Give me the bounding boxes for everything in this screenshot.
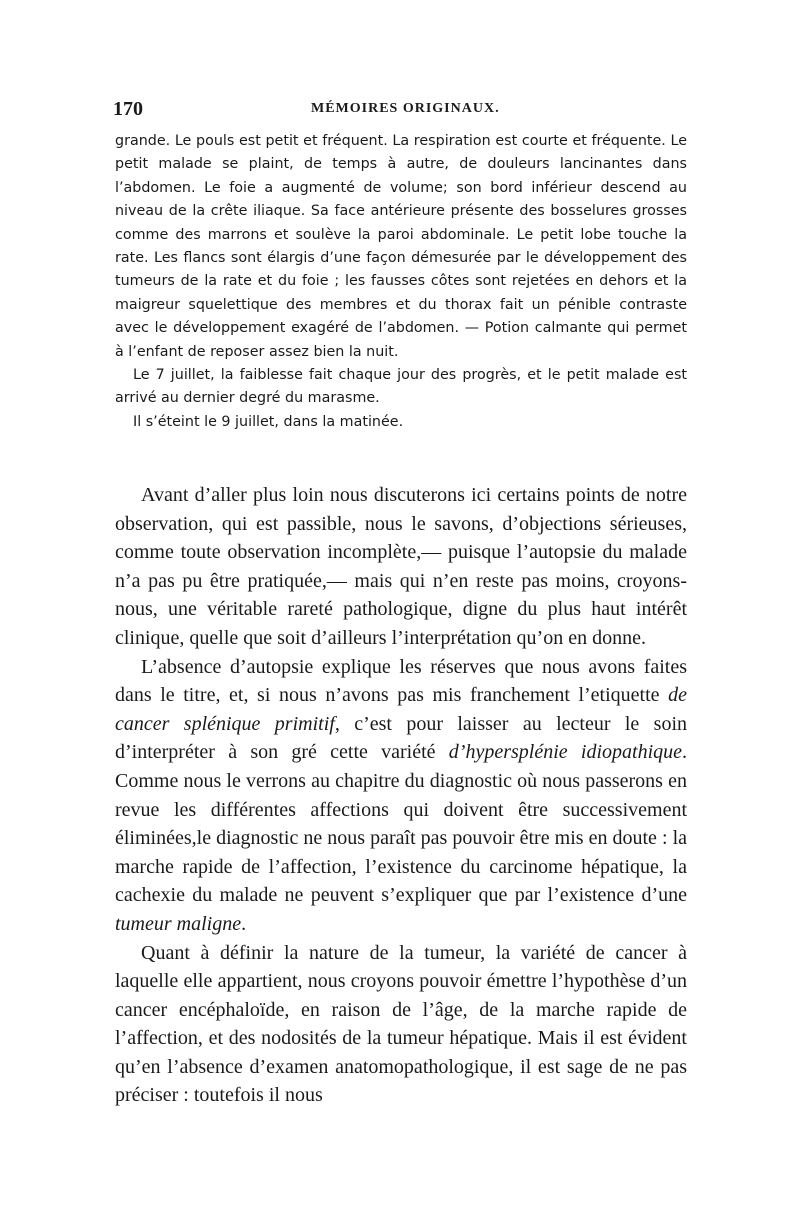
running-title: MÉMOIRES ORIGINAUX. bbox=[311, 101, 500, 116]
running-head bbox=[113, 98, 687, 122]
text-run: . bbox=[241, 912, 247, 935]
case-notes-paragraph: grande. Le pouls est petit et fréquent. La respiration est courte et fréquente. Le petit malade se plaint, de temps à autre, de douleurs lancinantes dans l’abdomen. Le foie a augmenté de volume; son bord inférieur descend au niveau de la crête iliaque. Sa face antérieure présente des bosselures grosses comme des marrons et soulève la paroi abdominale. Le petit lobe touche la rate. Les flancs sont élargis d’une façon démesurée par le développement des tumeurs de la rate et du foie ; les fausses côtes sont rejetées en dehors et la maigreur squelettique des membres et du thorax fait un pénible contraste avec le développement exagéré de l’abdomen. — Potion calmante qui permet à l’enfant de reposer assez bien la nuit. bbox=[115, 133, 687, 360]
text-run: L’absence d’autopsie explique les réserves que nous avons faites dans le titre, et, si nous n’avons pas mis franchement l’etiquette bbox=[115, 655, 687, 707]
page-number: 170 bbox=[113, 98, 143, 120]
discussion-paragraph bbox=[115, 653, 687, 939]
text-run: . Comme nous le verrons au chapitre du diagnostic où nous passerons en revue les différentes affections qui doivent être successivement éliminées,le diagnostic ne nous paraît pas pouvoir être mis en doute : la marche rapide de l’affection, l’existence du carcinome hépatique, la cachexie du malade ne peuvent s’expliquer que par l’existence d’une bbox=[115, 741, 687, 907]
italic-term: tumeur maligne bbox=[115, 912, 242, 935]
case-notes bbox=[115, 130, 687, 434]
discussion-text bbox=[115, 481, 687, 1110]
italic-term: d’hypersplénie idiopathique bbox=[448, 741, 682, 764]
discussion-paragraph: Quant à définir la nature de la tumeur, la variété de cancer à laquelle elle appartient, nous croyons pouvoir émettre l’hypothèse d’un cancer encéphaloïde, en raison de l’âge, de la marche rapide de l’affection, et des nodosités de la tumeur hépatique. Mais il est évident qu’en l’absence d’examen anatomopathologique, il est sage de ne pas préciser : toutefois il nous bbox=[115, 941, 687, 1107]
text-run: , c’est pour laisser au lecteur le soin d’interpréter à son gré cette variété bbox=[115, 712, 688, 764]
discussion-paragraph: Avant d’aller plus loin nous discuterons ici certains points de notre observation, qui est passible, nous le savons, d’objections sérieuses, comme toute observation incomplète,— puisque l’autopsie du malade n’a pas pu être pratiquée,— mais qui n’en reste pas moins, croyons-nous, une véritable rareté pathologique, digne du plus haut intérêt clinique, quelle que soit d’ailleurs l’interprétation qu’on en donne. bbox=[115, 484, 687, 649]
case-notes-paragraph: Le 7 juillet, la faiblesse fait chaque jour des progrès, et le petit malade est arrivé au dernier degré du marasme. bbox=[115, 367, 687, 407]
italic-term: de cancer splénique primitif bbox=[115, 684, 687, 735]
case-notes-paragraph: Il s’éteint le 9 juillet, dans la matinée. bbox=[133, 413, 404, 430]
